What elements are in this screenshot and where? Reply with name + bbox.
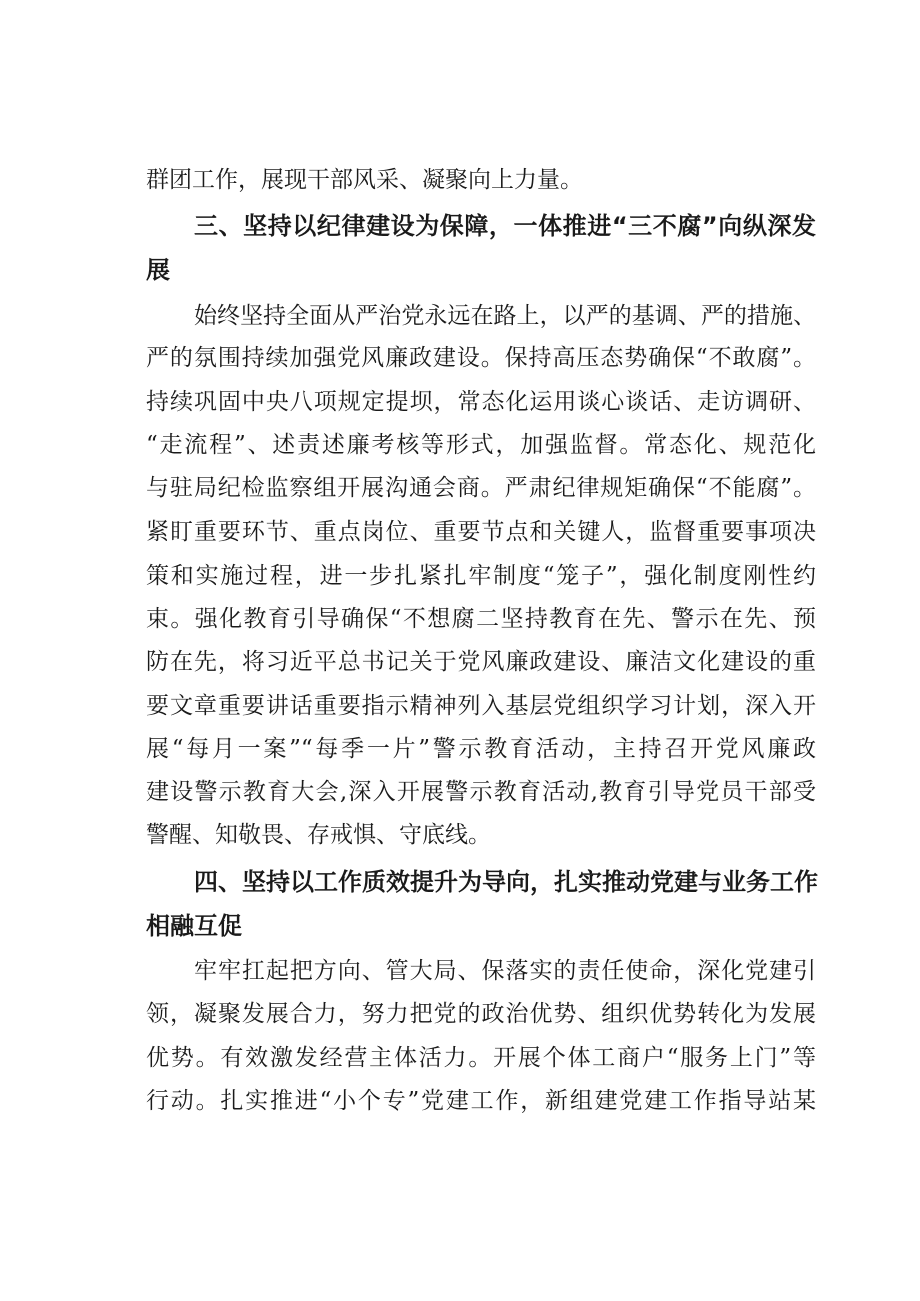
paragraph-line: 持续巩固中央八项规定提坝，常态化运用谈心谈话、走访调研、 — [146, 389, 816, 415]
paragraph-line: 与驻局纪检监察组开展沟通会商。严肃纪律规矩确保“不能腐”。 — [146, 475, 816, 501]
paragraph-line: “走流程”、述责述廉考核等形式，加强监督。常态化、规范化 — [146, 432, 816, 458]
paragraph-line: 展“每月一案”“每季一片”警示教育活动，主持召开党风廉政 — [146, 736, 816, 762]
paragraph-line: 警醒、知敬畏、存戒惧、守底线。 — [146, 822, 491, 848]
paragraph-line: 优势。有效激发经营主体活力。开展个体工商户“服务上门”等 — [146, 1045, 816, 1071]
paragraph-line: 建设警示教育大会,深入开展警示教育活动,教育引导党员干部受 — [146, 779, 816, 805]
paragraph-line: 紧盯重要环节、重点岗位、重要节点和关键人，监督重要事项决 — [146, 519, 816, 545]
paragraph-line: 牢牢扛起把方向、管大局、保落实的责任使命，深化党建引 — [194, 958, 816, 984]
paragraph-line: 行动。扎实推进“小个专”党建工作，新组建党建工作指导站某 — [146, 1088, 816, 1114]
paragraph-line: 始终坚持全面从严治党永远在路上，以严的基调、严的措施、 — [194, 303, 816, 329]
section-heading-3: 三、坚持以纪律建设为保障，一体推进“三不腐”向纵深发 — [194, 212, 816, 240]
section-heading-4-cont: 相融互促 — [146, 912, 242, 940]
paragraph-line: 要文章重要讲话重要指示精神列入基层党组织学习计划，深入开 — [146, 693, 816, 719]
paragraph-line: 束。强化教育引导确保“不想腐二坚持教育在先、警示在先、预 — [146, 606, 816, 632]
paragraph-line: 领，凝聚发展合力，努力把党的政治优势、组织优势转化为发展 — [146, 1001, 816, 1027]
paragraph-line: 防在先，将习近平总书记关于党风廉政建设、廉洁文化建设的重 — [146, 649, 816, 675]
section-heading-4: 四、坚持以工作质效提升为导向，扎实推动党建与业务工作 — [194, 868, 818, 896]
paragraph-line: 群团工作，展现干部风采、凝聚向上力量。 — [146, 167, 583, 193]
paragraph-line: 严的氛围持续加强党风廉政建设。保持高压态势确保“不敢腐”。 — [146, 345, 816, 371]
paragraph-line: 策和实施过程，进一步扎紧扎牢制度“笼子”，强化制度刚性约 — [146, 563, 816, 589]
section-heading-3-cont: 展 — [146, 256, 170, 284]
